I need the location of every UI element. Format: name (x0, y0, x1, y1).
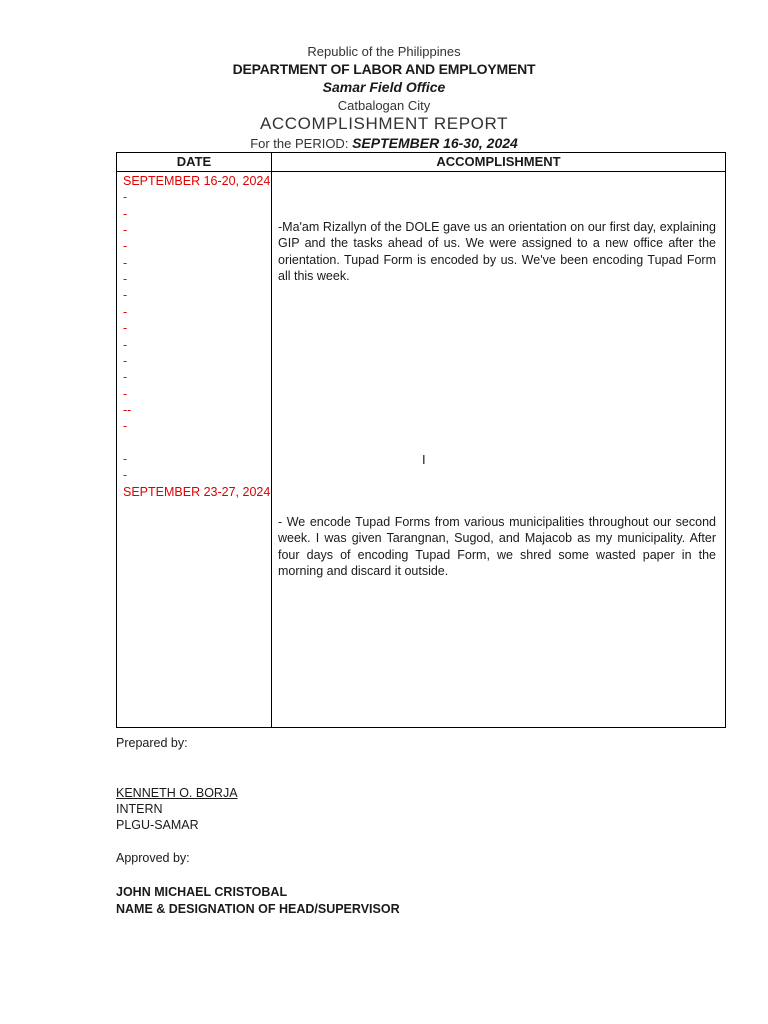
accomplishment-column-header: ACCOMPLISHMENT (272, 153, 726, 172)
date-line: - (123, 288, 128, 303)
table-header-row (117, 153, 726, 172)
period-value: SEPTEMBER 16-30, 2024 (352, 135, 518, 151)
approved-by-label: Approved by: (116, 851, 190, 865)
city-line: Catbalogan City (337, 98, 431, 113)
preparer-name: KENNETH O. BORJA (116, 786, 238, 800)
date-line: - (123, 386, 128, 401)
date-range-label: SEPTEMBER 23-27, 2024 (123, 484, 271, 499)
date-list (117, 172, 271, 727)
accomplishment-week-1: -Ma'am Rizallyn of the DOLE gave us an orientation on our first day, explaining GIP and the tasks ahead of us. We were assigned to a new office after the orientation. Tupad Form is encoded by us. We've been encoding Tupad Form all this week. (278, 220, 716, 284)
preparer-org: PLGU-SAMAR (116, 818, 199, 832)
approver-designation: NAME & DESIGNATION OF HEAD/SUPERVISOR (116, 902, 400, 916)
date-line: - (123, 321, 128, 336)
stray-mark: I (422, 452, 426, 467)
preparer-role: INTERN (116, 802, 163, 816)
period-line (0, 135, 768, 151)
table-row (117, 172, 726, 728)
accomplishment-table (116, 152, 726, 728)
date-line: - (123, 304, 128, 319)
date-range-label: SEPTEMBER 16-20, 2024 (123, 174, 271, 188)
date-line: - (123, 468, 128, 483)
date-column-header: DATE (117, 153, 272, 172)
date-line: - (123, 272, 128, 287)
date-line: - (123, 190, 128, 205)
field-office: Samar Field Office (322, 79, 446, 95)
approver-name: JOHN MICHAEL CRISTOBAL (116, 885, 288, 899)
date-line: - (123, 370, 128, 385)
date-line: - (123, 353, 128, 368)
accomplishment-week-2: - We encode Tupad Forms from various municipalities throughout our second week. I was given Tarangnan, Sugod, and Majacob as my municipality. After four days of encoding Tupad Form, we shred some wasted paper in the morning and discard it outside. (278, 515, 716, 579)
accomplishment-cell (272, 172, 726, 728)
date-line: - (123, 451, 128, 466)
date-cell (117, 172, 272, 728)
department-name: DEPARTMENT OF LABOR AND EMPLOYMENT (232, 61, 536, 77)
date-line: - (123, 223, 128, 238)
date-line: - (123, 255, 128, 270)
date-line: - (123, 239, 128, 254)
prepared-by-label: Prepared by: (116, 736, 188, 750)
date-line: - (123, 337, 128, 352)
date-line: - (123, 419, 128, 434)
republic-line: Republic of the Philippines (307, 44, 461, 59)
report-title: ACCOMPLISHMENT REPORT (259, 114, 509, 133)
date-line: - (123, 206, 128, 221)
date-line: -- (123, 402, 132, 417)
period-label: For the PERIOD: (250, 136, 353, 151)
accomplishment-list (272, 172, 725, 727)
